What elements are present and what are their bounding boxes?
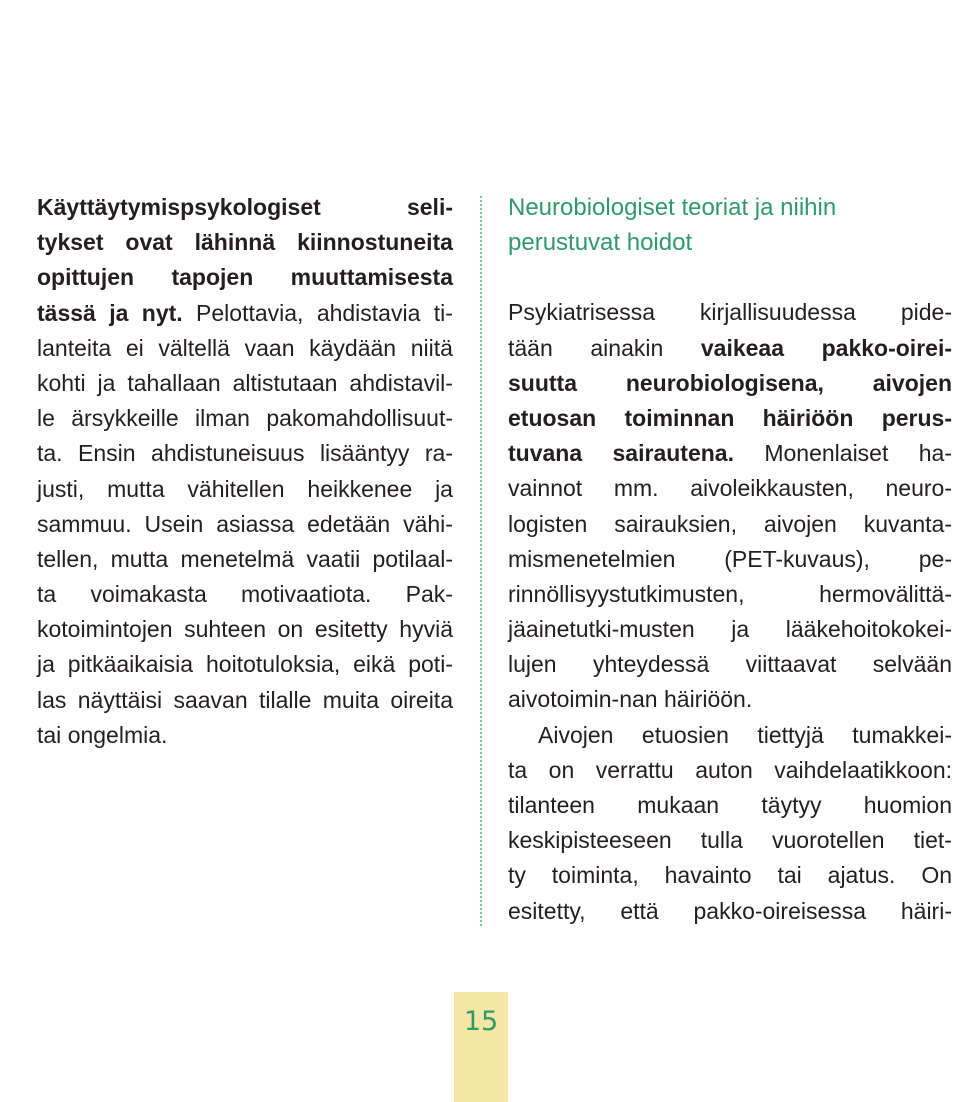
word: häiriöön xyxy=(762,404,854,431)
word: ra- xyxy=(424,440,453,467)
word: tässä xyxy=(37,299,96,326)
word: tiet- xyxy=(913,827,952,854)
text-line xyxy=(508,753,952,788)
word: häiriöön. xyxy=(663,686,753,713)
word: hyviä xyxy=(399,616,453,643)
text-line xyxy=(37,683,453,718)
text-line xyxy=(508,436,952,471)
word: ärsykkeille xyxy=(71,405,179,432)
word: lääkehoitokokei- xyxy=(785,616,952,643)
word: lanteita xyxy=(37,334,112,361)
word: lisääntyy xyxy=(319,440,410,467)
text-line xyxy=(37,612,453,647)
word: niitä xyxy=(410,334,453,361)
word: ja xyxy=(435,475,453,502)
word: pitkäaikaisia xyxy=(67,651,194,678)
word: pakomahdollisuut- xyxy=(266,405,453,432)
word: tulla xyxy=(700,827,743,854)
word: sairautena. xyxy=(612,440,734,467)
text-line xyxy=(508,894,952,929)
text-line xyxy=(508,858,952,893)
word: seli- xyxy=(406,194,453,220)
word: tellen, xyxy=(37,545,99,572)
word: ta xyxy=(37,581,57,608)
word: ja xyxy=(97,369,116,396)
word: vaikeaa xyxy=(700,334,785,361)
word: ei xyxy=(125,334,144,361)
word: nyt. xyxy=(141,299,183,326)
word: altistutaan xyxy=(232,369,338,396)
word: vähi- xyxy=(403,510,453,537)
word: ja xyxy=(731,616,750,643)
word: mukaan xyxy=(637,792,720,818)
word: Pak- xyxy=(405,581,453,608)
word: aivojen xyxy=(872,369,952,396)
word: oireita xyxy=(390,686,453,713)
word: aivotoimin-nan xyxy=(508,686,658,713)
word: Usein xyxy=(144,510,204,537)
word: etuosien xyxy=(641,721,729,748)
word: mutta xyxy=(107,475,165,502)
section-heading-line-2: perustuvat hoidot xyxy=(508,229,693,257)
word: pe- xyxy=(918,545,952,572)
word: pide- xyxy=(900,299,952,326)
section-heading xyxy=(508,190,952,260)
word: hoitotuloksia, xyxy=(205,651,341,678)
word: lähinnä xyxy=(194,229,276,256)
word: aivojen xyxy=(763,510,837,537)
word: Aivojen xyxy=(538,721,614,748)
text-line xyxy=(37,260,453,295)
word: menetelmä xyxy=(180,545,295,572)
word: tumakkei- xyxy=(852,721,952,748)
text-line xyxy=(37,507,453,542)
word: suhteen xyxy=(184,616,266,643)
word: verrattu xyxy=(595,756,674,783)
word: tilalle xyxy=(258,686,312,713)
word: poti- xyxy=(408,651,453,678)
word: ilman xyxy=(195,405,250,432)
word: tapojen xyxy=(171,264,254,291)
word: vuorotellen xyxy=(772,827,885,854)
word: esitetty, xyxy=(508,897,586,924)
word: edetään xyxy=(307,510,391,537)
word: sammuu. xyxy=(37,510,132,537)
word: selvään xyxy=(872,651,952,678)
paragraph-1 xyxy=(508,295,952,717)
word: keskipisteeseen xyxy=(508,827,672,854)
text-line xyxy=(37,225,453,260)
word: käydään xyxy=(309,334,397,361)
word: ja xyxy=(109,299,129,326)
text-line xyxy=(508,401,952,436)
section-heading-line-1: Neurobiologiset teoriat ja niihin xyxy=(508,194,837,221)
word: rinnöllisyystutkimusten, xyxy=(508,580,745,607)
word: muuttamisesta xyxy=(290,264,453,291)
word: (PET-kuvaus), xyxy=(724,545,870,572)
text-line xyxy=(37,296,453,331)
word: aivoleikkausten, xyxy=(690,475,854,502)
word: Pelottavia, xyxy=(196,299,304,326)
word: ahdistavia xyxy=(316,299,421,326)
right-column xyxy=(508,190,952,929)
text-line xyxy=(37,190,453,225)
word: pakko-oireisessa xyxy=(693,897,867,924)
word: että xyxy=(620,897,659,924)
paragraph-2 xyxy=(508,718,952,929)
text-line xyxy=(508,612,952,647)
word: vaihdelaatikkoon: xyxy=(774,756,952,783)
word: ahdistuneisuus xyxy=(151,440,305,467)
word: ti- xyxy=(433,299,453,326)
word: las xyxy=(37,686,67,713)
text-line xyxy=(508,647,952,682)
word: tahallaan xyxy=(127,369,221,396)
word: kiinnostuneita xyxy=(297,229,453,256)
text-line xyxy=(37,718,453,753)
text-line xyxy=(37,401,453,436)
word: kotoimintojen xyxy=(37,616,173,643)
word: mismenetelmien xyxy=(508,545,676,572)
word: vaan xyxy=(244,334,295,361)
text-line xyxy=(37,542,453,577)
word: kirjallisuudessa xyxy=(699,299,856,326)
text-line xyxy=(508,718,952,753)
word: neurobiologisena, xyxy=(625,369,824,396)
word: vähitellen xyxy=(187,475,285,502)
text-line xyxy=(508,471,952,506)
word: täytyy xyxy=(761,792,822,818)
word: esitetty xyxy=(314,616,388,643)
word: le xyxy=(37,405,55,432)
word: vaatii xyxy=(306,545,361,572)
word: perus- xyxy=(881,404,952,431)
page-number-box xyxy=(454,992,508,1102)
word: toiminnan xyxy=(624,404,735,431)
word: logisten xyxy=(508,510,588,537)
word: jäainetutki-musten xyxy=(508,616,695,643)
word: kohti xyxy=(37,369,86,396)
text-line xyxy=(37,647,453,682)
text-line xyxy=(508,366,952,401)
word: Käyttäytymispsykologiset xyxy=(37,194,321,220)
word: huomion xyxy=(863,792,952,818)
word: tykset xyxy=(37,229,104,256)
word: yhteydessä xyxy=(592,651,710,678)
word: lujen xyxy=(508,651,557,678)
word: ongelmia. xyxy=(67,721,168,748)
text-line xyxy=(508,542,952,577)
text-line xyxy=(508,577,952,612)
text-line xyxy=(37,472,453,507)
word: toiminta, xyxy=(551,862,639,889)
text-line xyxy=(508,682,952,717)
word: sairauksien, xyxy=(614,510,737,537)
word: häiri- xyxy=(900,897,952,924)
column-divider xyxy=(480,196,482,926)
word: havainto xyxy=(664,862,752,889)
text-line xyxy=(508,507,952,542)
word: kuvanta- xyxy=(863,510,952,537)
page-number: 15 xyxy=(463,1006,499,1037)
word: tiettyjä xyxy=(757,721,824,748)
word: vainnot xyxy=(508,475,583,502)
word: suutta xyxy=(508,369,577,396)
word: ahdistavil- xyxy=(349,369,453,396)
word: mutta xyxy=(110,545,169,572)
text-line xyxy=(508,788,952,823)
word: saavan xyxy=(173,686,248,713)
word: ajatus. xyxy=(827,862,896,889)
word: ovat xyxy=(125,229,173,256)
word: vältellä xyxy=(158,334,230,361)
word: ta xyxy=(508,756,528,783)
word: Ensin xyxy=(78,440,136,467)
word: etuosan xyxy=(508,404,597,431)
text-line xyxy=(37,366,453,401)
word: pakko-oirei- xyxy=(821,334,952,361)
word: tai xyxy=(777,862,802,889)
word: ta. xyxy=(37,440,63,467)
word: tään xyxy=(508,334,553,361)
word: eikä xyxy=(353,651,396,678)
word: justi, xyxy=(37,475,85,502)
word: auton xyxy=(695,756,753,783)
text-line xyxy=(508,331,952,366)
word: voimakasta xyxy=(90,581,207,608)
word: opittujen xyxy=(37,264,135,291)
text-line xyxy=(508,823,952,858)
word: asiassa xyxy=(216,510,295,537)
word: on xyxy=(277,616,304,643)
word: mm. xyxy=(613,475,659,502)
word: muita xyxy=(322,686,379,713)
word: Psykiatrisessa xyxy=(508,299,655,326)
word: tuvana xyxy=(508,440,583,467)
word: tai xyxy=(37,721,62,748)
word: ha- xyxy=(918,440,952,467)
word: hermovälittä- xyxy=(819,580,952,607)
text-line xyxy=(37,331,453,366)
word: tilanteen xyxy=(508,792,595,818)
word: näyttäisi xyxy=(77,686,163,713)
text-line xyxy=(508,295,952,330)
word: neuro- xyxy=(885,475,952,502)
word: On xyxy=(921,862,952,889)
word: motivaatiota. xyxy=(241,581,372,608)
word: viittaavat xyxy=(745,651,837,678)
word: ja xyxy=(37,651,55,678)
text-line xyxy=(37,436,453,471)
word: ainakin xyxy=(590,334,664,361)
word: ty xyxy=(508,862,526,889)
word: heikkenee xyxy=(307,475,413,502)
word: potilaal- xyxy=(372,545,453,572)
left-column xyxy=(37,190,453,753)
text-line xyxy=(37,577,453,612)
word: on xyxy=(548,756,575,783)
word: Monenlaiset xyxy=(764,440,889,467)
